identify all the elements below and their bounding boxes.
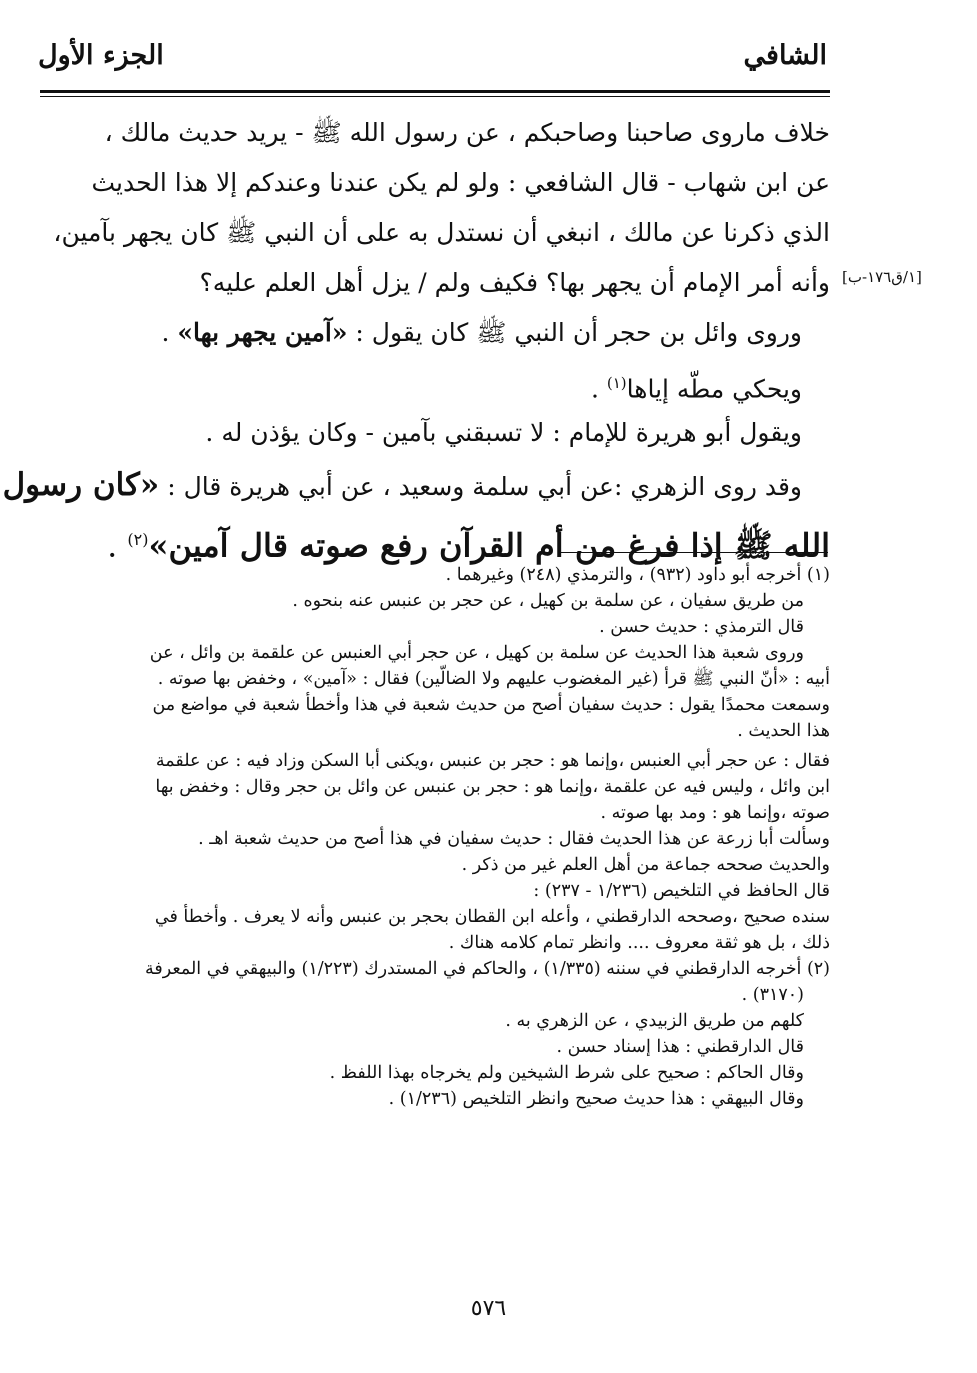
footnote-2-line: (٣١٧٠) . <box>741 985 804 1005</box>
wail-end-mark: . <box>161 318 178 347</box>
zuhri-hadith-quote-end: الله ﷺ إذا فرغ من أم القرآن رفع صوته قال آمين» <box>148 526 830 565</box>
zuhri-narration-text: وقد روى الزهري :عن أبي سلمة وسعيد ، عن أبي هريرة قال : <box>159 472 802 501</box>
main-line-3: الذي ذكرنا عن مالك ، انبغي أن نستدل به على أن النبي ﷺ كان يجهر بآمين، <box>53 218 830 247</box>
footnote-1-line: (١) أخرجه أبو داود (٩٣٢) ، والترمذي (٢٤٨) وغيرهما . <box>445 565 830 585</box>
footnote-2-line: (٢) أخرجه الدارقطني في سننه (١/٣٣٥) ، والحاكم في المستدرك (١/٢٢٣) والبيهقي في المعرفة <box>144 959 830 979</box>
main-text <box>2 108 830 568</box>
footnote-1-line: والحديث صححه جماعة من أهل العلم غير من ذكر . <box>461 855 830 875</box>
footnote-2-line: كلهم من طريق الزبيدي ، عن الزهري به . <box>505 1011 804 1031</box>
mattah-end-mark: . <box>590 374 607 404</box>
main-line-1: خلاف ماروى صاحبنا وصاحبكم ، عن رسول الله ﷺ - يريد حديث مالك ، <box>104 118 830 147</box>
footnote-1-line: وروى شعبة هذا الحديث عن سلمة بن كهيل ، عن حجر أبي العنبس عن علقمة بن وائل ، عن <box>149 643 804 663</box>
footnote-ref-1: (١) <box>606 374 627 392</box>
zuhri-narration-line-2 <box>40 512 830 568</box>
footnote-1-line: هذا الحديث . <box>737 721 830 741</box>
wail-narration <box>40 308 830 358</box>
main-line-2: عن ابن شهاب - قال الشافعي : ولو لم يكن عندنا وعندكم إلا هذا الحديث <box>91 168 830 197</box>
header-rule-thin <box>40 96 830 97</box>
footnote-1-line: ذلك ، بل هو ثقة معروف .... وانظر تمام كلامه هناك . <box>448 933 830 953</box>
footnote-2-line: وقال البيهقي : هذا حديث صحيح وانظر التلخيص (١/٢٣٦) . <box>388 1089 804 1109</box>
main-line-4: وأنه أمر الإمام أن يجهر بها؟ فكيف ولم / يزل أهل العلم عليه؟ <box>199 268 830 297</box>
manuscript-folio-reference: [١/ق١٧٦-ب] <box>842 268 922 286</box>
volume-label: الجزء الأول <box>38 40 164 71</box>
footnote-ref-2: (٢) <box>127 530 149 549</box>
footnote-1-line: من طريق سفيان ، عن سلمة بن كهيل ، عن حجر بن عنبس عنه بنحوه . <box>292 591 804 611</box>
footnote-1-line: وسألت أبا زرعة عن هذا الحديث فقال : حديث سفيان في هذا أصح من حديث شعبة اهـ . <box>198 829 830 849</box>
footnote-2-line: قال الدارقطني : هذا إسناد حسن . <box>556 1037 804 1057</box>
footnote-1-line: قال الترمذي : حديث حسن . <box>599 617 804 637</box>
footnote-1-line: أبيه : «أنّ النبي ﷺ قرأ (غير المغضوب عليهم ولا الضالّين) فقال : «آمين» ، وخفض بها صوته . <box>157 669 830 689</box>
footnote-separator <box>560 552 828 553</box>
zuhri-hadith-quote-start: «كان رسول <box>2 467 160 503</box>
footnote-1-line: فقال : عن حجر أبي العنبس ،وإنما هو : حجر بن عنبس ،ويكنى أبا السكن وزاد فيه : عن علقمة <box>155 751 830 771</box>
footnote-1-line: قال الحافظ في التلخيص (١/٢٣٦ - ٢٣٧) : <box>533 881 830 901</box>
mattah-text: ويحكي مطّه إياها <box>626 374 802 404</box>
wail-narration-text: وروى وائل بن حجر أن النبي ﷺ كان يقول : <box>347 318 802 347</box>
page-header <box>38 36 827 86</box>
zuhri-end-mark: . <box>107 526 128 565</box>
book-title: الشافي <box>743 40 827 71</box>
footnotes <box>40 562 830 1112</box>
zuhri-narration-line-1 <box>2 458 830 512</box>
wail-hadith-quote: «آمين يجهر بها» <box>177 318 348 347</box>
footnote-1-line: سنده صحيح ،وصححه الدارقطني ، وأعله ابن القطان بحجر بن عنبس وأنه لا يعرف . وأخطأ في <box>154 907 830 927</box>
header-rule <box>40 90 830 93</box>
footnote-1-line: صوته ،وإنما هو : ومد بها صوته . <box>600 803 830 823</box>
mattah-line <box>40 358 830 408</box>
footnote-2-line: وقال الحاكم : صحيح على شرط الشيخين ولم يخرجاه بهذا اللفظ . <box>329 1063 804 1083</box>
page-number: ٥٧٦ <box>470 1296 507 1321</box>
footnote-1-line: وسمعت محمدًا يقول : حديث سفيان أصح من حديث شعبة في هذا وأخطأ شعبة في مواضع من <box>152 695 830 715</box>
abu-hurayra-line: ويقول أبو هريرة للإمام : لا تسبقني بآمين - وكان يؤذن له . <box>205 418 802 447</box>
footnote-1-line: ابن وائل ، وليس فيه عن علقمة ،وإنما هو : حجر بن عنبس عن وائل بن حجر وقال : وخفض بها <box>155 777 830 797</box>
